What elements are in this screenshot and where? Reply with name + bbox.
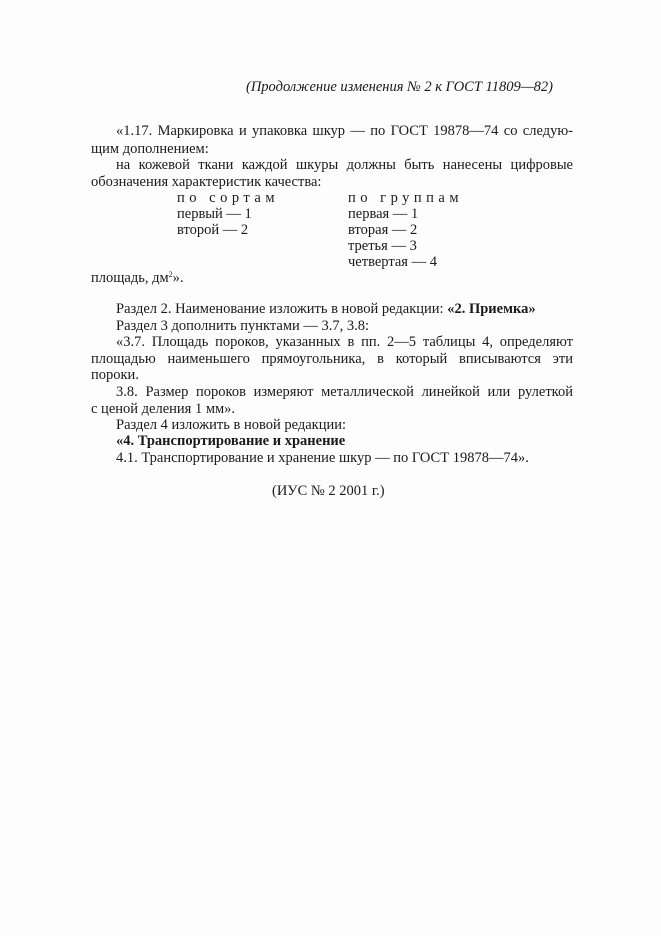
p117-line1: «1.17. Маркировка и упаковка шкур — по ГОСТ 19878—74 со следую- — [116, 123, 573, 139]
area-suffix: ». — [172, 270, 184, 286]
p37-line2: площадью наименьшего прямоугольника, в который вписываются эти — [91, 351, 573, 367]
sec3-line: Раздел 3 дополнить пунктами — 3.7, 3.8: — [116, 318, 370, 334]
sec4-title: «4. Транспортирование и хранение — [116, 433, 346, 449]
area-line — [91, 270, 184, 287]
group-4: четвертая — 4 — [348, 254, 437, 270]
grade-1: первый — 1 — [177, 206, 252, 222]
sec2-bold-title: «2. Приемка» — [447, 301, 536, 317]
p38-line1: 3.8. Размер пороков измеряют металлической линейкой или рулеткой — [116, 384, 573, 400]
p37-line3: пороки. — [91, 367, 139, 383]
source-note: (ИУС № 2 2001 г.) — [272, 483, 385, 499]
sec2-line — [116, 301, 536, 318]
sec4-line: Раздел 4 изложить в новой редакции: — [116, 417, 347, 433]
p41-line: 4.1. Транспортирование и хранение шкур — по ГОСТ 19878—74». — [116, 450, 529, 466]
p117-line2: щим дополнением: — [91, 141, 209, 157]
sec2-text: Раздел 2. Наименование изложить в новой редакции: — [116, 301, 448, 317]
p37-line1: «3.7. Площадь пороков, указанных в пп. 2—5 таблицы 4, определяют — [116, 334, 573, 350]
area-sup: 2 — [168, 270, 173, 279]
grades-col1-title: по сортам — [177, 190, 280, 206]
group-3: третья — 3 — [348, 238, 417, 254]
grades-col2-title: по группам — [348, 190, 464, 206]
p117-line3: на кожевой ткани каждой шкуры должны быть нанесены цифровые — [116, 157, 573, 173]
area-prefix: площадь, дм — [91, 270, 169, 286]
page-header: (Продолжение изменения № 2 к ГОСТ 11809—82) — [246, 79, 553, 95]
p38-line2: с ценой деления 1 мм». — [91, 401, 236, 417]
grade-2: второй — 2 — [177, 222, 249, 238]
group-1: первая — 1 — [348, 206, 419, 222]
group-2: вторая — 2 — [348, 222, 418, 238]
p117-line4: обозначения характеристик качества: — [91, 174, 322, 190]
